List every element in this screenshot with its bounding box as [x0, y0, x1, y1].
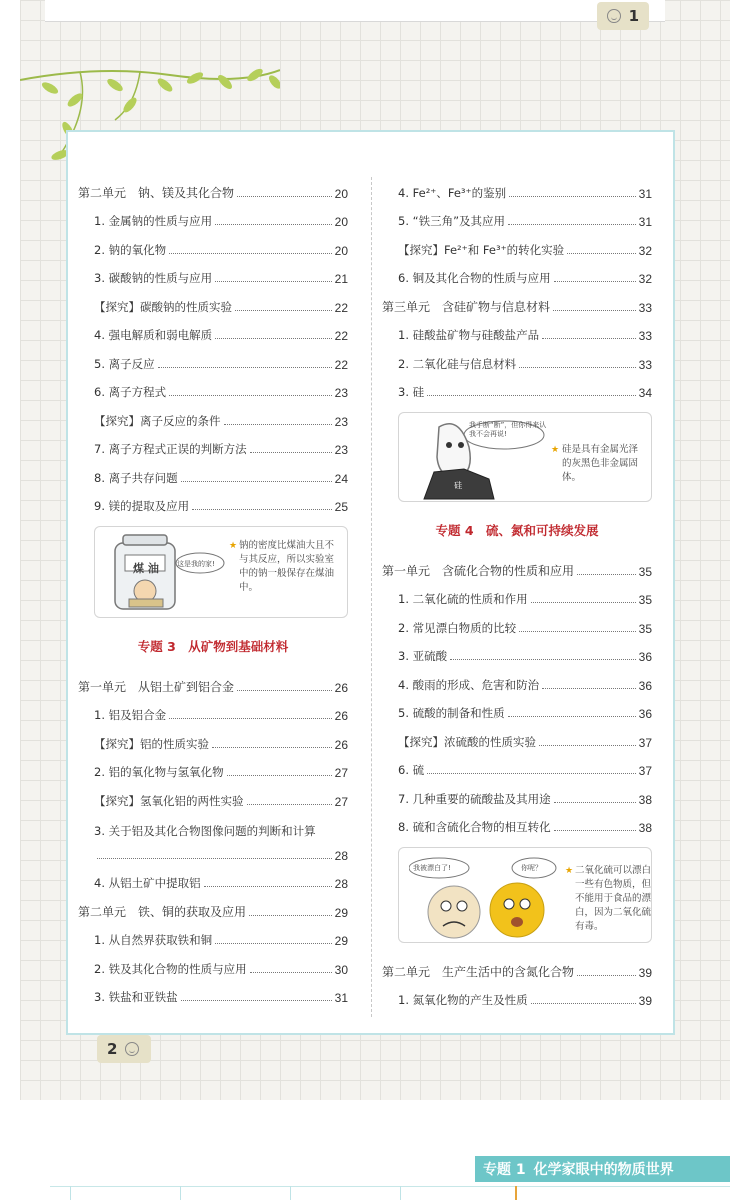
- footer-topic-bar: [475, 1156, 730, 1182]
- silicon-note: 硅是具有金属光泽的灰黑色非金属固体。: [562, 444, 639, 483]
- toc-item-row[interactable]: 【探究】Fe²⁺和 Fe³⁺的转化实验 32: [398, 242, 652, 258]
- toc-item-row[interactable]: 7. 几种重要的硫酸盐及其用途 38: [398, 791, 652, 807]
- toc-item-row[interactable]: 9. 镁的提取及应用 25: [94, 499, 348, 514]
- right-ball-speech: 你呢？: [521, 864, 542, 872]
- toc-unit-row[interactable]: 第一单元 含硫化合物的性质和应用 35: [382, 563, 652, 579]
- silicon-speech-bubble: 我手断“断”，但你得来认我不会再说!: [469, 421, 547, 438]
- toc-item-row-wrapped-end[interactable]: 28: [78, 839, 348, 863]
- footer-tick: [400, 1186, 401, 1200]
- smile-icon: [607, 9, 621, 23]
- jar-drawing: [105, 533, 225, 613]
- toc-item-row[interactable]: 【探究】离子反应的条件 23: [94, 413, 348, 429]
- toc-item-row[interactable]: 6. 硫 37: [398, 763, 652, 778]
- left-ball-speech: 我被漂白了!: [413, 864, 451, 872]
- toc-item-row[interactable]: 8. 硫和含硫化合物的相互转化 38: [398, 820, 652, 835]
- smile-icon: [125, 1042, 139, 1056]
- silicon-rock-label: 硅: [454, 481, 462, 490]
- toc-item-row[interactable]: 4. 酸雨的形成、危害和防治 36: [398, 677, 652, 693]
- toc-item-row[interactable]: 2. 常见漂白物质的比较 35: [398, 620, 652, 636]
- column-divider: [371, 177, 372, 1017]
- toc-item-row[interactable]: 2. 铝的氧化物与氢氧化物 27: [94, 765, 348, 780]
- toc-item-row[interactable]: 5. “铁三角”及其应用 31: [398, 214, 652, 229]
- toc-item-row[interactable]: 7. 离子方程式正误的判断方法 23: [94, 442, 348, 457]
- toc-right-column: [382, 172, 652, 1008]
- toc-unit-row[interactable]: 第三单元 含硅矿物与信息材料 33: [382, 299, 652, 315]
- toc-item-row[interactable]: 3. 碳酸钠的性质与应用 21: [94, 271, 348, 286]
- footer-orange-mark: [515, 1186, 517, 1200]
- toc-item-row[interactable]: 5. 硫酸的制备和性质 36: [398, 706, 652, 721]
- page-number-bottom: 2: [107, 1040, 118, 1058]
- star-icon: ★: [551, 445, 560, 455]
- toc-unit-row[interactable]: 第二单元 铁、铜的获取及应用 29: [78, 904, 348, 920]
- toc-item-row[interactable]: 3. 硅 34: [398, 385, 652, 400]
- toc-item-row[interactable]: 【探究】碳酸钠的性质实验 22: [94, 299, 348, 315]
- star-icon: ★: [229, 541, 238, 551]
- toc-item-row[interactable]: 2. 钠的氧化物 20: [94, 242, 348, 258]
- toc-item-row[interactable]: 1. 二氧化硫的性质和作用 35: [398, 592, 652, 607]
- footer-tick: [290, 1186, 291, 1200]
- kerosene-jar-illustration: [94, 526, 348, 618]
- toc-unit-row[interactable]: 第二单元 钠、镁及其化合物 20: [78, 185, 348, 201]
- toc-left-column: [78, 172, 348, 1005]
- toc-item-row[interactable]: 1. 从自然界获取铁和铜 29: [94, 933, 348, 948]
- sulfur-dioxide-note: 二氧化硫可以漂白一些有色物质，但不能用于食品的漂白，因为二氧化硫有毒。: [575, 865, 652, 932]
- toc-item-row[interactable]: 6. 离子方程式 23: [94, 385, 348, 400]
- toc-unit-row[interactable]: 第一单元 从铝土矿到铝合金 26: [78, 679, 348, 695]
- toc-unit-row[interactable]: 第二单元 生产生活中的含氮化合物 39: [382, 964, 652, 980]
- sulfur-dioxide-illustration: [398, 847, 652, 943]
- jar-speech-bubble: 这是我的家!: [177, 560, 215, 568]
- toc-item-row[interactable]: 1. 铝及铝合金 26: [94, 708, 348, 723]
- toc-item-row[interactable]: 2. 二氧化硅与信息材料 33: [398, 356, 652, 372]
- toc-item-row[interactable]: 4. 从铝土矿中提取铝 28: [94, 876, 348, 891]
- previous-page-card: [45, 0, 665, 22]
- toc-item-row[interactable]: 5. 离子反应 22: [94, 356, 348, 372]
- toc-item-row[interactable]: 2. 铁及其化合物的性质与应用 30: [94, 961, 348, 977]
- toc-item-row[interactable]: 1. 金属钠的性质与应用 20: [94, 214, 348, 229]
- table-of-contents-card: [66, 130, 675, 1035]
- footer-tick: [70, 1186, 71, 1200]
- footer-title: 化学家眼中的物质世界: [533, 1162, 674, 1178]
- toc-item-row-wrapped[interactable]: 3. 关于铝及其化合物图像问题的判断和计算: [94, 823, 316, 838]
- toc-item-row[interactable]: 【探究】浓硫酸的性质实验 37: [398, 734, 652, 750]
- topic-3-title: 专题 3 从矿物到基础材料: [137, 639, 289, 654]
- page-number-top: 1: [628, 7, 639, 25]
- jar-label: 煤 油: [133, 562, 159, 575]
- footer-tick: [180, 1186, 181, 1200]
- toc-item-row[interactable]: 4. Fe²⁺、Fe³⁺的鉴别 31: [398, 185, 652, 201]
- page-number-tab-bottom: [97, 1035, 151, 1063]
- toc-item-row[interactable]: 1. 硅酸盐矿物与硅酸盐产品 33: [398, 328, 652, 343]
- toc-item-row[interactable]: 1. 氮氧化物的产生及性质 39: [398, 993, 652, 1008]
- page-number-tab-top: [597, 2, 649, 30]
- toc-item-row[interactable]: 【探究】铝的性质实验 26: [94, 736, 348, 752]
- star-icon: ★: [565, 866, 574, 876]
- toc-item-row[interactable]: 3. 铁盐和亚铁盐 31: [94, 990, 348, 1005]
- toc-item-row[interactable]: 6. 铜及其化合物的性质与应用 32: [398, 271, 652, 286]
- silicon-illustration: [398, 412, 652, 502]
- toc-item-row[interactable]: 4. 强电解质和弱电解质 22: [94, 328, 348, 343]
- toc-item-row[interactable]: 3. 亚硫酸 36: [398, 649, 652, 664]
- kerosene-note: 钠的密度比煤油大且不与其反应，所以实验室中的钠一般保存在煤油中。: [239, 540, 335, 593]
- topic-4-title: 专题 4 硫、氮和可持续发展: [435, 523, 599, 538]
- footer-topic: 专题 1: [483, 1162, 526, 1178]
- footer-rule: [50, 1186, 730, 1187]
- toc-item-row[interactable]: 【探究】氢氧化铝的两性实验 27: [94, 793, 348, 809]
- toc-item-row[interactable]: 8. 离子共存问题 24: [94, 470, 348, 486]
